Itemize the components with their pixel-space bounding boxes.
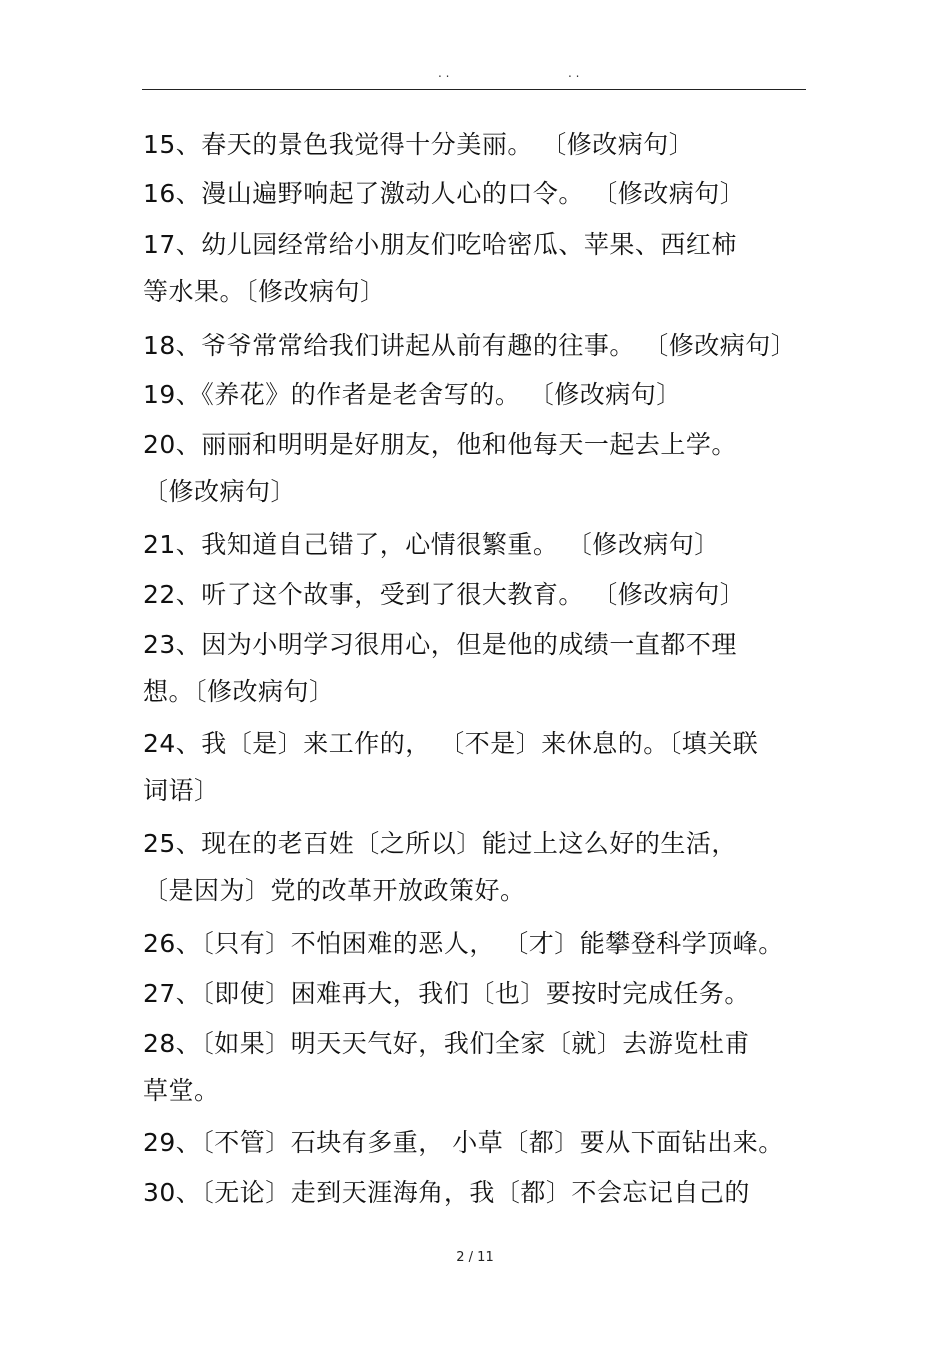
exercise-line: 24、我〔是〕来工作的， 〔不是〕来休息的。〔填关联	[143, 729, 759, 758]
exercise-line: 23、因为小明学习很用心，但是他的成绩一直都不理	[143, 630, 737, 659]
exercise-line: 18、爷爷常常给我们讲起从前有趣的往事。 〔修改病句〕	[143, 331, 797, 360]
page-number: 2 / 11	[456, 1250, 494, 1265]
exercise-line: 25、现在的老百姓〔之所以〕能过上这么好的生活，	[143, 829, 737, 858]
exercise-line: 〔修改病句〕	[143, 477, 297, 506]
exercise-line: 〔是因为〕党的改革开放政策好。	[143, 876, 526, 905]
exercise-line: 想。〔修改病句〕	[143, 677, 335, 706]
exercise-line: 词语〕	[143, 776, 220, 805]
exercise-line: 16、漫山遍野响起了激动人心的口令。 〔修改病句〕	[143, 179, 746, 208]
exercise-line: 15、春天的景色我觉得十分美丽。 〔修改病句〕	[143, 130, 695, 159]
exercise-line: 等水果。〔修改病句〕	[143, 277, 386, 306]
exercise-line: 草堂。	[143, 1076, 220, 1105]
header-divider	[142, 89, 806, 90]
header-mark-left: . .	[438, 66, 450, 80]
exercise-line: 28、〔如果〕明天天气好，我们全家〔就〕去游览杜甫	[143, 1029, 750, 1058]
exercise-line: 26、〔只有〕不怕困难的恶人， 〔才〕能攀登科学顶峰。	[143, 929, 784, 958]
exercise-line: 21、我知道自己错了，心情很繁重。 〔修改病句〕	[143, 530, 720, 559]
header-mark-right: . .	[568, 66, 580, 80]
exercise-line: 17、幼儿园经常给小朋友们吃哈密瓜、苹果、西红柿	[143, 230, 737, 259]
exercise-line: 27、〔即使〕困难再大，我们〔也〕要按时完成任务。	[143, 979, 750, 1008]
exercise-line: 19、《养花》的作者是老舍写的。 〔修改病句〕	[143, 380, 682, 409]
exercise-line: 20、丽丽和明明是好朋友，他和他每天一起去上学。	[143, 430, 737, 459]
exercise-line: 29、〔不管〕石块有多重， 小草〔都〕要从下面钻出来。	[143, 1128, 784, 1157]
header-marks	[142, 66, 806, 86]
exercise-line: 22、听了这个故事，受到了很大教育。 〔修改病句〕	[143, 580, 746, 609]
exercise-line: 30、〔无论〕走到天涯海角，我〔都〕不会忘记自己的	[143, 1178, 750, 1207]
